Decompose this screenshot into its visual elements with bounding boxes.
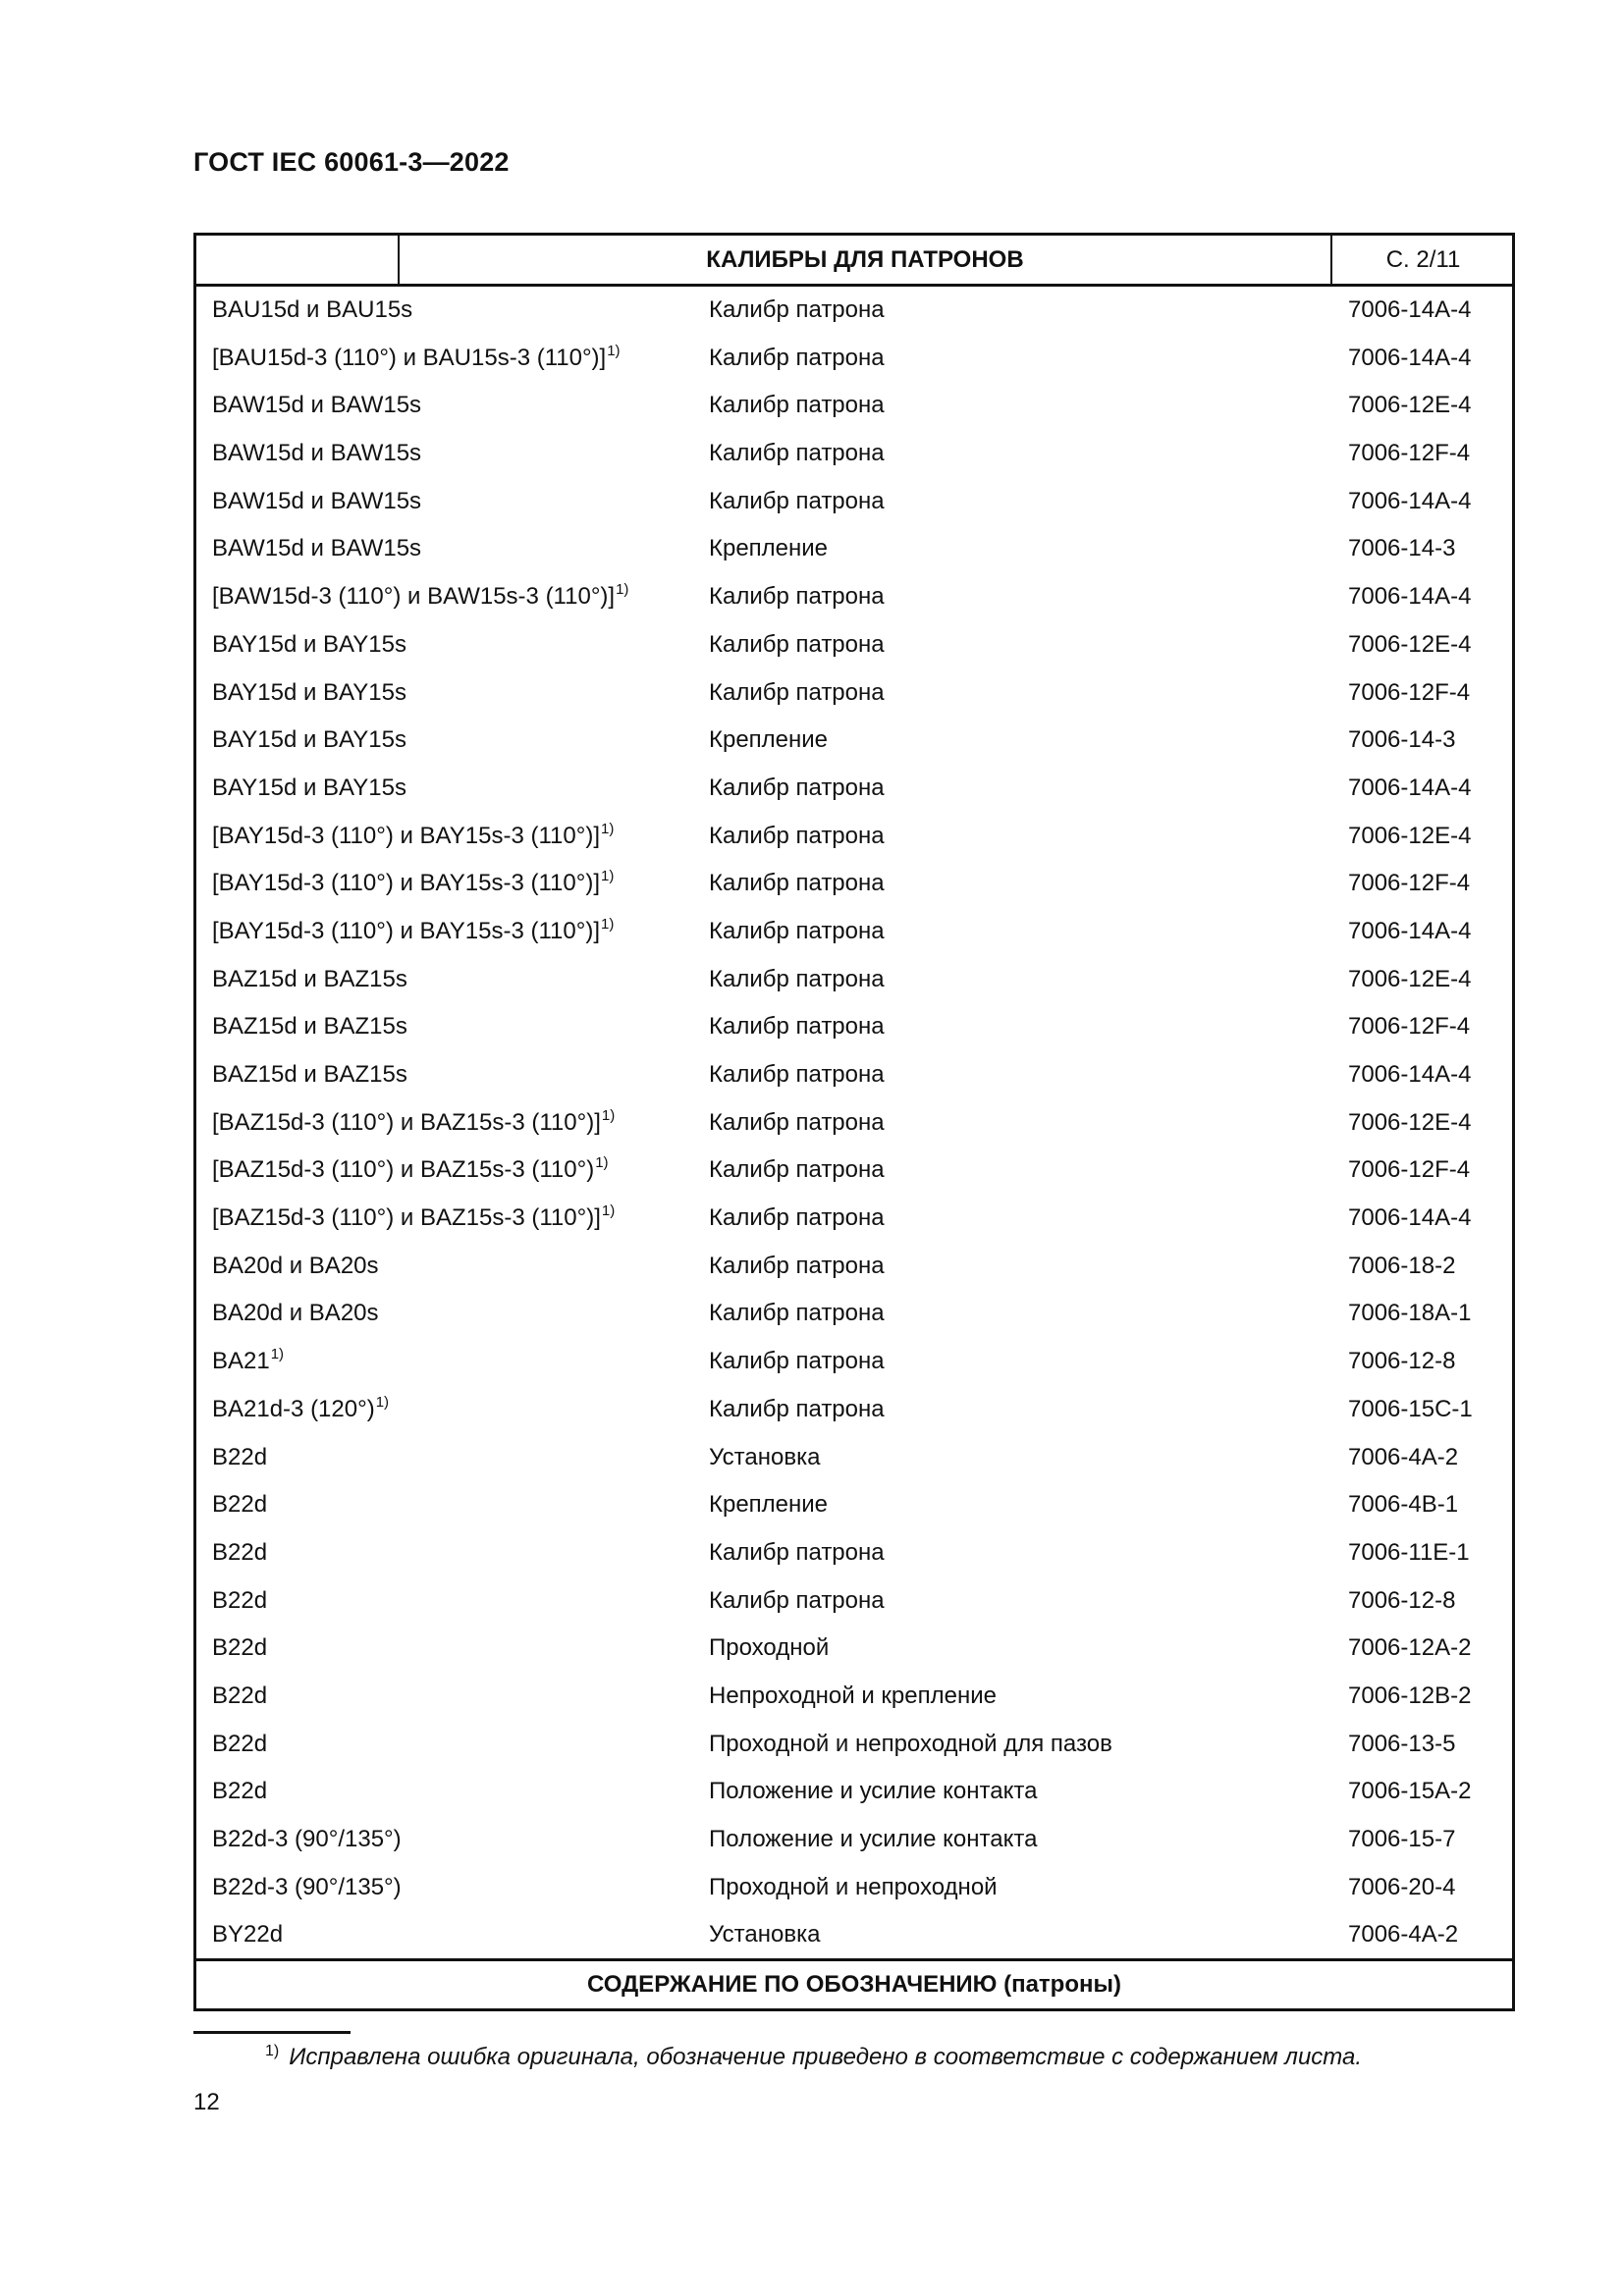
sheet-number-cell: 7006-14A-4 <box>1348 917 1472 944</box>
designation-text: BAY15d и BAY15s <box>212 774 406 801</box>
designation-text: BAZ15d и BAZ15s <box>212 1013 407 1041</box>
sheet-number-cell: 7006-14A-4 <box>1348 1204 1472 1232</box>
designation-cell <box>212 1864 402 1912</box>
designation-cell <box>212 1577 267 1626</box>
table-row <box>196 525 1512 573</box>
designation-text: [BAY15d-3 (110°) и BAY15s-3 (110°)] <box>212 917 601 944</box>
gauge-name-cell: Проходной и непроходной для пазов <box>709 1730 1112 1757</box>
designation-text: BAY15d и BAY15s <box>212 678 406 706</box>
footnote-reference: 1) <box>607 342 621 359</box>
designation-cell <box>212 1003 407 1051</box>
gauge-name-cell: Калибр патрона <box>709 1586 885 1614</box>
designation-cell <box>212 1625 267 1673</box>
gauge-name-cell: Положение и усилие контакта <box>709 1826 1038 1852</box>
designation-text: [BAY15d-3 (110°) и BAY15s-3 (110°)] <box>212 822 601 849</box>
gauge-name-cell: Проходной <box>709 1634 830 1662</box>
gauge-name-cell: Проходной и непроходной <box>709 1873 998 1900</box>
designation-text: BAW15d и BAW15s <box>212 535 422 562</box>
table-row <box>196 1768 1512 1816</box>
table-row <box>196 573 1512 621</box>
designation-text: [BAZ15d-3 (110°) и BAZ15s-3 (110°)] <box>212 1204 601 1232</box>
sheet-number-cell: 7006-14A-4 <box>1348 487 1472 514</box>
table-row <box>196 1051 1512 1099</box>
designation-text: BAW15d и BAW15s <box>212 487 422 514</box>
sheet-number-cell: 7006-14A-4 <box>1348 296 1472 323</box>
footnote-text: Исправлена ошибка оригинала, обозначение приведено в соответствие с содержанием листа. <box>289 2044 1363 2070</box>
sheet-number-cell: 7006-15A-2 <box>1348 1778 1472 1805</box>
sheet-number-cell: 7006-12B-2 <box>1348 1682 1472 1709</box>
designation-cell <box>212 335 621 386</box>
designation-text: B22d <box>212 1443 268 1470</box>
designation-cell <box>212 478 421 526</box>
designation-text: B22d <box>212 1682 268 1709</box>
footnote-reference: 1) <box>601 868 615 885</box>
gauge-name-cell: Калибр патрона <box>709 296 885 323</box>
designation-text: B22d <box>212 1491 268 1519</box>
table-row <box>196 956 1512 1004</box>
designation-cell <box>212 525 421 573</box>
gauge-name-cell: Калибр патрона <box>709 774 885 801</box>
designation-cell <box>212 430 421 478</box>
designation-cell <box>212 1290 379 1338</box>
table-header-row <box>196 236 1512 287</box>
gauge-name-cell: Калибр патрона <box>709 1061 885 1088</box>
table-row <box>196 1577 1512 1626</box>
designation-cell <box>212 1386 389 1437</box>
designation-text: BAW15d и BAW15s <box>212 392 422 419</box>
sheet-number-cell: 7006-4A-2 <box>1348 1443 1459 1470</box>
table-row <box>196 335 1512 383</box>
gauge-name-cell: Калибр патрона <box>709 392 885 419</box>
sheet-number-cell: 7006-12E-4 <box>1348 822 1472 849</box>
designation-cell <box>212 1099 615 1150</box>
table-row <box>196 717 1512 765</box>
gauge-name-cell: Калибр патрона <box>709 344 885 371</box>
gauge-name-cell: Калибр патрона <box>709 822 885 849</box>
designation-text: BAZ15d и BAZ15s <box>212 965 407 992</box>
designation-cell <box>212 956 407 1004</box>
table-row <box>196 1481 1512 1529</box>
designation-cell <box>212 813 614 864</box>
designation-text: BAY15d и BAY15s <box>212 726 406 754</box>
designation-cell <box>212 382 421 430</box>
footnote-reference: 1) <box>601 1106 616 1124</box>
designation-text: B22d <box>212 1538 268 1566</box>
sheet-number-cell: 7006-12F-4 <box>1348 678 1471 706</box>
document-header: ГОСТ IEC 60061-3—2022 <box>193 147 510 177</box>
table-row <box>196 860 1512 908</box>
table-row <box>196 1673 1512 1721</box>
designation-text: B22d <box>212 1778 268 1805</box>
designation-text: [BAY15d-3 (110°) и BAY15s-3 (110°)] <box>212 870 601 897</box>
designation-cell <box>212 860 614 911</box>
footnote-reference: 1) <box>616 581 629 599</box>
sheet-number-cell: 7006-12E-4 <box>1348 630 1472 658</box>
designation-text: BA20d и BA20s <box>212 1252 379 1279</box>
footnote-reference: 1) <box>375 1393 390 1411</box>
gauge-name-cell: Калибр патрона <box>709 1300 885 1327</box>
sheet-number-cell: 7006-12F-4 <box>1348 440 1471 467</box>
designation-text: B22d <box>212 1730 268 1757</box>
sheet-number-cell: 7006-15C-1 <box>1348 1395 1473 1422</box>
sheet-number-cell: 7006-15-7 <box>1348 1826 1456 1852</box>
gauge-name-cell: Калибр патрона <box>709 1252 885 1279</box>
designation-text: B22d <box>212 1586 268 1614</box>
table-row <box>196 765 1512 813</box>
designation-text: BA21 <box>212 1348 270 1375</box>
designation-cell <box>212 1481 267 1529</box>
designation-text: BA20d и BA20s <box>212 1300 379 1327</box>
designation-cell <box>212 1816 402 1864</box>
table-row <box>196 1243 1512 1291</box>
table-row <box>196 1816 1512 1864</box>
gauge-name-cell: Установка <box>709 1443 821 1470</box>
sheet-number-cell: 7006-14A-4 <box>1348 1061 1472 1088</box>
sheet-number-cell: 7006-12-8 <box>1348 1348 1456 1375</box>
designation-cell <box>212 287 412 335</box>
gauge-name-cell: Крепление <box>709 726 829 754</box>
table-row <box>196 1290 1512 1338</box>
sheet-number-cell: 7006-14A-4 <box>1348 774 1472 801</box>
gauge-name-cell: Калибр патрона <box>709 1538 885 1566</box>
table-footer-caption: СОДЕРЖАНИЕ ПО ОБОЗНАЧЕНИЮ (патроны) <box>196 1958 1512 2008</box>
footnote-reference: 1) <box>601 1202 616 1220</box>
designation-text: BY22d <box>212 1921 284 1949</box>
table-row <box>196 1721 1512 1769</box>
table-row <box>196 1338 1512 1386</box>
designation-cell <box>212 1195 615 1246</box>
gauge-name-cell: Калибр патрона <box>709 440 885 467</box>
gauge-name-cell: Калибр патрона <box>709 917 885 944</box>
table-header-blank-cell <box>196 236 400 284</box>
gauge-name-cell: Калибр патрона <box>709 1348 885 1375</box>
designation-text: [BAZ15d-3 (110°) и BAZ15s-3 (110°) <box>212 1156 595 1184</box>
gauge-name-cell: Калибр патрона <box>709 1013 885 1041</box>
designation-cell <box>212 621 406 669</box>
table-row <box>196 382 1512 430</box>
table-row <box>196 1864 1512 1912</box>
sheet-number-cell: 7006-4A-2 <box>1348 1921 1459 1949</box>
designation-cell <box>212 1243 379 1291</box>
gauge-name-cell: Крепление <box>709 535 829 562</box>
sheet-number-cell: 7006-4B-1 <box>1348 1491 1459 1519</box>
sheet-number-cell: 7006-14-3 <box>1348 535 1456 562</box>
footnote-reference: 1) <box>601 820 615 837</box>
footnote <box>265 2044 1362 2071</box>
gauge-name-cell: Установка <box>709 1921 821 1949</box>
designation-text: BAZ15d и BAZ15s <box>212 1061 407 1088</box>
table-row <box>196 1625 1512 1673</box>
sheet-page-reference: С. 2/11 <box>1330 236 1514 284</box>
designation-cell <box>212 1529 267 1577</box>
sheet-number-cell: 7006-13-5 <box>1348 1730 1456 1757</box>
table-row <box>196 1434 1512 1482</box>
sheet-number-cell: 7006-18-2 <box>1348 1252 1456 1279</box>
gauges-table <box>193 233 1515 2011</box>
sheet-number-cell: 7006-12-8 <box>1348 1586 1456 1614</box>
designation-text: BA21d-3 (120°) <box>212 1395 375 1422</box>
gauge-name-cell: Крепление <box>709 1491 829 1519</box>
designation-cell <box>212 1911 283 1959</box>
table-row <box>196 669 1512 718</box>
designation-text: B22d-3 (90°/135°) <box>212 1873 402 1900</box>
table-row <box>196 1386 1512 1434</box>
gauge-name-cell: Калибр патрона <box>709 965 885 992</box>
gauge-name-cell: Калибр патрона <box>709 1395 885 1422</box>
sheet-number-cell: 7006-12E-4 <box>1348 392 1472 419</box>
designation-cell <box>212 1768 267 1816</box>
footnote-reference: 1) <box>270 1346 285 1363</box>
sheet-number-cell: 7006-12E-4 <box>1348 965 1472 992</box>
gauge-name-cell: Калибр патрона <box>709 583 885 611</box>
table-row <box>196 621 1512 669</box>
sheet-number-cell: 7006-20-4 <box>1348 1873 1456 1900</box>
sheet-number-cell: 7006-12A-2 <box>1348 1634 1472 1662</box>
gauge-name-cell: Положение и усилие контакта <box>709 1778 1038 1805</box>
designation-text: BAU15d и BAU15s <box>212 296 413 323</box>
page-number: 12 <box>193 2089 220 2115</box>
gauge-name-cell: Непроходной и крепление <box>709 1682 997 1709</box>
sheet-number-cell: 7006-14-3 <box>1348 726 1456 754</box>
designation-text: BAY15d и BAY15s <box>212 630 406 658</box>
designation-text: B22d <box>212 1634 268 1662</box>
gauge-name-cell: Калибр патрона <box>709 487 885 514</box>
designation-text: [BAZ15d-3 (110°) и BAZ15s-3 (110°)] <box>212 1108 601 1136</box>
designation-cell <box>212 1673 267 1721</box>
designation-cell <box>212 1434 267 1482</box>
table-row <box>196 430 1512 478</box>
table-title: КАЛИБРЫ ДЛЯ ПАТРОНОВ <box>706 246 1024 273</box>
designation-cell <box>212 1051 407 1099</box>
designation-text: [BAW15d-3 (110°) и BAW15s-3 (110°)] <box>212 583 616 611</box>
gauge-name-cell: Калибр патрона <box>709 1204 885 1232</box>
sheet-number-cell: 7006-12F-4 <box>1348 1013 1471 1041</box>
table-body <box>196 287 1512 1959</box>
sheet-number-cell: 7006-14A-4 <box>1348 344 1472 371</box>
designation-cell <box>212 1338 284 1389</box>
footnote-reference: 1) <box>601 915 615 933</box>
table-row <box>196 1911 1512 1959</box>
gauge-name-cell: Калибр патрона <box>709 870 885 897</box>
designation-cell <box>212 1721 267 1769</box>
gauge-name-cell: Калибр патрона <box>709 678 885 706</box>
designation-cell <box>212 1147 609 1198</box>
table-row <box>196 908 1512 956</box>
table-row <box>196 1529 1512 1577</box>
footnote-reference: 1) <box>595 1154 609 1172</box>
gauge-name-cell: Калибр патрона <box>709 1108 885 1136</box>
sheet-number-cell: 7006-18A-1 <box>1348 1300 1472 1327</box>
table-row <box>196 478 1512 526</box>
designation-text: [BAU15d-3 (110°) и BAU15s-3 (110°)] <box>212 344 607 371</box>
sheet-number-cell: 7006-14A-4 <box>1348 583 1472 611</box>
designation-cell <box>212 908 614 959</box>
designation-cell <box>212 765 406 813</box>
table-row <box>196 1099 1512 1148</box>
gauge-name-cell: Калибр патрона <box>709 630 885 658</box>
designation-cell <box>212 669 406 718</box>
table-row <box>196 1003 1512 1051</box>
footnote-mark: 1) <box>265 2043 280 2059</box>
gauge-name-cell: Калибр патрона <box>709 1156 885 1184</box>
table-row <box>196 287 1512 335</box>
sheet-number-cell: 7006-11E-1 <box>1348 1538 1470 1566</box>
designation-text: B22d-3 (90°/135°) <box>212 1826 402 1852</box>
footnote-separator <box>193 2031 351 2034</box>
table-row <box>196 1147 1512 1195</box>
table-row <box>196 813 1512 861</box>
table-row <box>196 1195 1512 1243</box>
designation-cell <box>212 717 406 765</box>
sheet-number-cell: 7006-12E-4 <box>1348 1108 1472 1136</box>
sheet-number-cell: 7006-12F-4 <box>1348 1156 1471 1184</box>
sheet-number-cell: 7006-12F-4 <box>1348 870 1471 897</box>
designation-text: BAW15d и BAW15s <box>212 440 422 467</box>
designation-cell <box>212 573 628 624</box>
